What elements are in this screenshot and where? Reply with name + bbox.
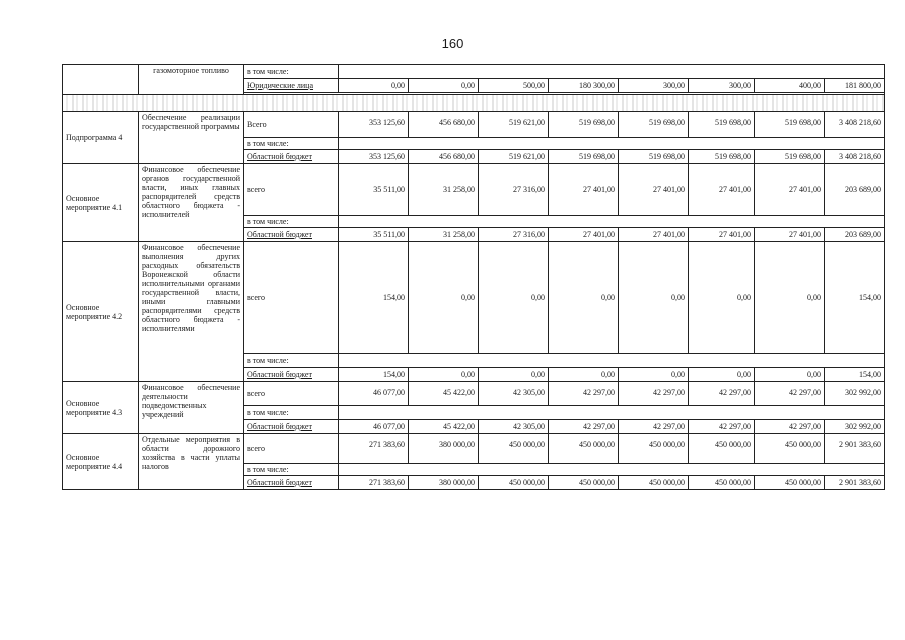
value-cell: 27 316,00	[479, 228, 549, 242]
value-cell: 0,00	[619, 242, 689, 354]
value-cell: 450 000,00	[619, 434, 689, 464]
value-cell: 180 300,00	[549, 79, 619, 93]
value-cell: 154,00	[339, 368, 409, 382]
value-cell: 42 297,00	[619, 420, 689, 434]
value-cell: 519 698,00	[619, 112, 689, 138]
row-name: Подпрограмма 4	[63, 112, 139, 164]
legal-entities-label: Юридические лица	[244, 79, 339, 93]
row-description: Отдельные мероприятия в области дорожного хозяйства в части уплаты налогов	[139, 434, 244, 490]
value-cell: 0,00	[619, 368, 689, 382]
in-total-of-label: в том числе:	[244, 354, 339, 368]
value-cell: 519 698,00	[689, 112, 755, 138]
in-total-of-label: в том числе:	[244, 138, 339, 150]
value-cell: 302 992,00	[825, 382, 885, 406]
value-cell: 0,00	[339, 79, 409, 93]
value-cell: 380 000,00	[409, 434, 479, 464]
value-cell: 271 383,60	[339, 434, 409, 464]
value-cell: 42 297,00	[549, 420, 619, 434]
value-cell: 271 383,60	[339, 476, 409, 490]
value-cell: 27 401,00	[755, 164, 825, 216]
row-description: Финансовое обеспечение выполнения других расходных обязательств Воронежской области исполнительными органами государственной власти, иными главными распорядителями средств областного бюджета - исполнителями	[139, 242, 244, 382]
row-name: Основное мероприятие 4.3	[63, 382, 139, 434]
value-cell: 27 401,00	[549, 164, 619, 216]
table-row	[63, 112, 885, 138]
value-cell: 2 901 383,60	[825, 476, 885, 490]
regional-budget-label: Областной бюджет	[244, 150, 339, 164]
value-cell: 203 689,00	[825, 164, 885, 216]
value-cell: 42 297,00	[689, 420, 755, 434]
value-cell: 450 000,00	[689, 476, 755, 490]
value-cell: 519 698,00	[755, 112, 825, 138]
value-cell: 300,00	[689, 79, 755, 93]
regional-budget-label: Областной бюджет	[244, 368, 339, 382]
tail-description: газомоторное топливо	[139, 65, 244, 95]
value-cell: 450 000,00	[755, 476, 825, 490]
value-cell: 0,00	[409, 242, 479, 354]
table-row	[63, 164, 885, 216]
value-cell: 0,00	[409, 368, 479, 382]
row-name: Основное мероприятие 4.1	[63, 164, 139, 242]
value-cell: 519 698,00	[755, 150, 825, 164]
value-cell: 27 401,00	[689, 164, 755, 216]
table-row	[63, 434, 885, 464]
value-cell: 519 698,00	[549, 150, 619, 164]
value-cell: 353 125,60	[339, 112, 409, 138]
value-cell: 0,00	[409, 79, 479, 93]
value-cell: 450 000,00	[689, 434, 755, 464]
value-cell: 203 689,00	[825, 228, 885, 242]
value-cell: 31 258,00	[409, 164, 479, 216]
total-label: всего	[244, 242, 339, 354]
value-cell: 450 000,00	[619, 476, 689, 490]
table-row	[63, 242, 885, 354]
table-row	[63, 65, 885, 79]
value-cell: 42 297,00	[689, 382, 755, 406]
value-cell: 42 305,00	[479, 382, 549, 406]
value-cell: 0,00	[755, 368, 825, 382]
row-name: Основное мероприятие 4.2	[63, 242, 139, 382]
regional-budget-label: Областной бюджет	[244, 476, 339, 490]
value-cell: 456 680,00	[409, 150, 479, 164]
regional-budget-label: Областной бюджет	[244, 420, 339, 434]
value-cell: 519 698,00	[619, 150, 689, 164]
total-label: всего	[244, 434, 339, 464]
row-description: Обеспечение реализации государственной программы	[139, 112, 244, 164]
value-cell: 0,00	[755, 242, 825, 354]
scan-noise-row	[63, 95, 885, 112]
value-cell: 0,00	[479, 368, 549, 382]
in-total-of-label: в том числе:	[244, 464, 339, 476]
value-cell: 353 125,60	[339, 150, 409, 164]
row-name: Основное мероприятие 4.4	[63, 434, 139, 490]
value-cell: 45 422,00	[409, 382, 479, 406]
table-row	[63, 382, 885, 406]
value-cell: 450 000,00	[479, 476, 549, 490]
value-cell: 46 077,00	[339, 382, 409, 406]
value-cell: 0,00	[549, 368, 619, 382]
value-cell: 0,00	[689, 368, 755, 382]
value-cell: 27 401,00	[549, 228, 619, 242]
value-cell: 302 992,00	[825, 420, 885, 434]
value-cell: 42 297,00	[755, 382, 825, 406]
value-cell: 45 422,00	[409, 420, 479, 434]
value-cell: 3 408 218,60	[825, 150, 885, 164]
value-cell: 154,00	[825, 242, 885, 354]
row-description: Финансовое обеспечение деятельности подведомственных учреждений	[139, 382, 244, 434]
value-cell: 42 297,00	[619, 382, 689, 406]
value-cell: 380 000,00	[409, 476, 479, 490]
budget-table	[62, 64, 885, 490]
value-cell: 42 297,00	[755, 420, 825, 434]
value-cell: 27 401,00	[689, 228, 755, 242]
page-number: 160	[441, 36, 464, 51]
value-cell: 519 621,00	[479, 112, 549, 138]
in-total-of-label: в том числе:	[244, 406, 339, 420]
value-cell: 35 511,00	[339, 164, 409, 216]
value-cell: 154,00	[339, 242, 409, 354]
regional-budget-label: Областной бюджет	[244, 228, 339, 242]
value-cell: 46 077,00	[339, 420, 409, 434]
table-body	[63, 65, 885, 490]
value-cell: 500,00	[479, 79, 549, 93]
value-cell: 450 000,00	[549, 434, 619, 464]
value-cell: 2 901 383,60	[825, 434, 885, 464]
value-cell: 300,00	[619, 79, 689, 93]
row-description: Финансовое обеспечение органов государственной власти, иных главных распорядителей средств областного бюджета - исполнителей	[139, 164, 244, 242]
value-cell: 450 000,00	[549, 476, 619, 490]
total-label: Всего	[244, 112, 339, 138]
value-cell: 519 621,00	[479, 150, 549, 164]
value-cell: 0,00	[479, 242, 549, 354]
value-cell: 27 316,00	[479, 164, 549, 216]
value-cell: 27 401,00	[619, 228, 689, 242]
in-total-of-label: в том числе:	[244, 65, 339, 79]
total-label: всего	[244, 164, 339, 216]
value-cell: 456 680,00	[409, 112, 479, 138]
value-cell: 42 305,00	[479, 420, 549, 434]
value-cell: 3 408 218,60	[825, 112, 885, 138]
total-label: всего	[244, 382, 339, 406]
scan-noise	[63, 95, 885, 112]
value-cell: 27 401,00	[619, 164, 689, 216]
value-cell: 519 698,00	[549, 112, 619, 138]
value-cell: 31 258,00	[409, 228, 479, 242]
value-cell: 400,00	[755, 79, 825, 93]
value-cell: 181 800,00	[825, 79, 885, 93]
value-cell: 35 511,00	[339, 228, 409, 242]
value-cell: 519 698,00	[689, 150, 755, 164]
value-cell: 154,00	[825, 368, 885, 382]
value-cell: 450 000,00	[755, 434, 825, 464]
value-cell: 0,00	[549, 242, 619, 354]
value-cell: 42 297,00	[549, 382, 619, 406]
value-cell: 27 401,00	[755, 228, 825, 242]
value-cell: 450 000,00	[479, 434, 549, 464]
in-total-of-label: в том числе:	[244, 216, 339, 228]
value-cell: 0,00	[689, 242, 755, 354]
tail-name-cell	[63, 65, 139, 95]
